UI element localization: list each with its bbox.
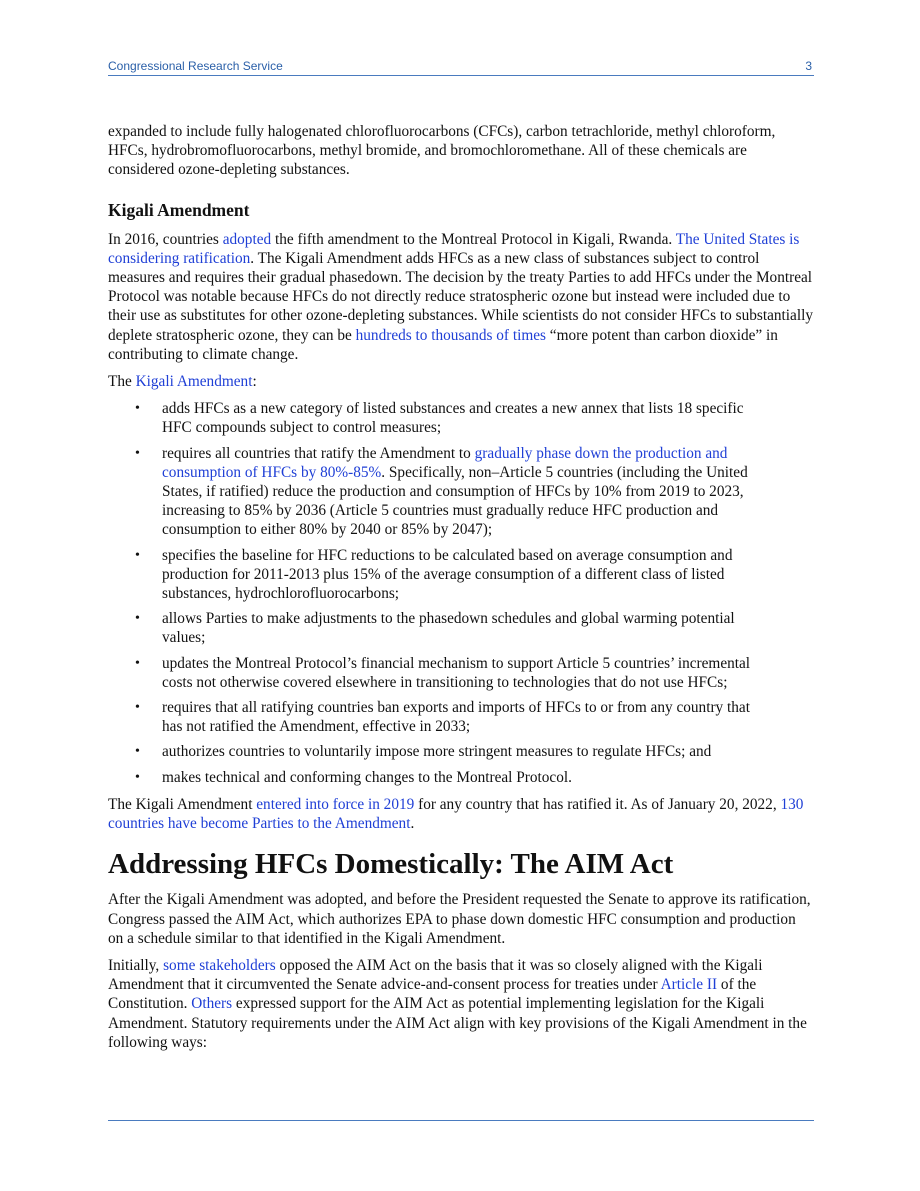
section-heading-kigali: Kigali Amendment — [108, 199, 250, 220]
page-number: 3 — [805, 59, 812, 73]
list-item-text: requires all countries that ratify the Amendment to — [162, 444, 475, 462]
list-item — [108, 742, 814, 761]
list-item-text: authorizes countries to voluntarily impose more stringent measures to regulate HFCs; and — [162, 743, 712, 761]
kigali-provisions-list — [108, 399, 814, 787]
link-entered-into-force[interactable]: entered into force in 2019 — [256, 795, 415, 813]
bullet-icon: • — [135, 611, 140, 627]
list-item — [108, 654, 814, 692]
header-organization: Congressional Research Service — [108, 59, 283, 73]
link-adopted[interactable]: adopted — [222, 230, 272, 248]
text-run: the fifth amendment to the Montreal Protocol in Kigali, Rwanda. — [271, 230, 676, 248]
text-run: . — [410, 815, 415, 833]
document-body — [108, 122, 814, 1060]
text-run: Initially, — [108, 956, 164, 974]
list-item-text: allows Parties to make adjustments to the phasedown schedules and global warming potential values; — [162, 610, 735, 647]
footer-rule — [108, 1120, 814, 1121]
bullet-icon: • — [135, 769, 140, 785]
bullet-icon: • — [135, 700, 140, 716]
aim-paragraph-1: After the Kigali Amendment was adopted, and before the President requested the Senate to approve its ratification, Congress passed the AIM Act, which authorizes EPA to phase down domestic HFC consumption and production on a schedule similar to that identified in the Kigali Amendment. — [108, 891, 811, 947]
link-hundreds-to-thousands[interactable]: hundreds to thousands of times — [355, 326, 546, 344]
bullet-icon: • — [135, 401, 140, 417]
list-item — [108, 698, 814, 736]
text-run: opposed the AIM Act on the basis that it was so closely aligned with the Kigali Amendment that it circumvented the Senate advice-and-consent process for treaties under — [108, 956, 763, 994]
link-article-ii[interactable]: Article II — [660, 976, 718, 994]
link-others[interactable]: Others — [191, 995, 233, 1013]
kigali-paragraph-2 — [108, 372, 814, 391]
link-kigali-amendment[interactable]: Kigali Amendment — [135, 373, 253, 391]
bullet-icon: • — [135, 655, 140, 671]
text-run: expressed support for the AIM Act as potential implementing legislation for the Kigali Amendment. Statutory requirements under the AIM Act align with key provisions of the Kigali Amendment in the following ways: — [108, 995, 807, 1051]
text-run: In 2016, countries — [108, 230, 223, 248]
text-run: The — [108, 373, 136, 391]
kigali-paragraph-3 — [108, 795, 814, 833]
list-item — [108, 546, 814, 604]
list-item — [108, 444, 814, 540]
list-item-text: . Specifically, non–Article 5 countries (including the United States, if ratified) reduce the production and consumption of HFCs by 10% from 2019 to 2023, increasing to 85% by 2036 (Article 5 countries must gradually reduce HFC production and consumption to either 80% by 2040 or 85% by 2047); — [162, 463, 748, 539]
link-us-considering-ratification[interactable]: The United States is considering ratification — [108, 230, 800, 267]
list-item — [108, 768, 814, 787]
text-run: for any country that has ratified it. As of January 20, 2022, — [414, 795, 781, 813]
link-gradually-phase-down[interactable]: gradually phase down the production and consumption of HFCs by 80%-85% — [162, 444, 728, 481]
bullet-icon: • — [135, 445, 140, 461]
list-item-text: requires that all ratifying countries ban exports and imports of HFCs to or from any country that has not ratified the Amendment, effective in 2033; — [162, 699, 750, 736]
intro-paragraph: expanded to include fully halogenated chlorofluorocarbons (CFCs), carbon tetrachloride, methyl chloroform, HFCs, hydrobromofluorocarbons, methyl bromide, and bromochloromethane. All of these chemicals are considered ozone-depleting substances. — [108, 123, 776, 179]
list-item-text: specifies the baseline for HFC reductions to be calculated based on average consumption and production for 2011-2013 plus 15% of the average consumption of a different class of listed substances, hydrochlorofluorocarbons; — [162, 546, 733, 603]
text-run: : — [252, 373, 257, 391]
link-some-stakeholders[interactable]: some stakeholders — [163, 956, 276, 974]
link-130-countries[interactable]: 130 countries have become Parties to the Amendment — [108, 795, 804, 833]
bullet-icon: • — [135, 744, 140, 760]
list-item — [108, 399, 814, 437]
text-run: . The Kigali Amendment adds HFCs as a new class of substances subject to control measures and requires their gradual phasedown. The decision by the treaty Parties to add HFCs under the Montreal Protocol was notable because HFCs do not directly reduce stratospheric ozone but instead were included due to their use as substitutes for other ozone-depleting substances. While scientists do not consider HFCs to substantially deplete stratospheric ozone, they can be — [108, 249, 813, 344]
section-heading-aim-act: Addressing HFCs Domestically: The AIM Act — [108, 848, 674, 881]
list-item-text: adds HFCs as a new category of listed substances and creates a new annex that lists 18 specific HFC compounds subject to control measures; — [162, 400, 744, 437]
list-item — [108, 609, 814, 647]
text-run: “more potent than carbon dioxide” in contributing to climate change. — [108, 326, 778, 363]
list-item-text: makes technical and conforming changes to the Montreal Protocol. — [162, 768, 572, 786]
aim-paragraph-2 — [108, 956, 814, 1052]
bullet-icon: • — [135, 547, 140, 563]
list-item-text: updates the Montreal Protocol’s financial mechanism to support Article 5 countries’ incremental costs not otherwise covered elsewhere in transitioning to technologies that do not use HFCs; — [162, 654, 751, 691]
text-run: The Kigali Amendment — [108, 795, 257, 813]
text-run: of the Constitution. — [108, 976, 757, 1013]
kigali-paragraph-1 — [108, 230, 814, 364]
page-header — [108, 58, 814, 76]
